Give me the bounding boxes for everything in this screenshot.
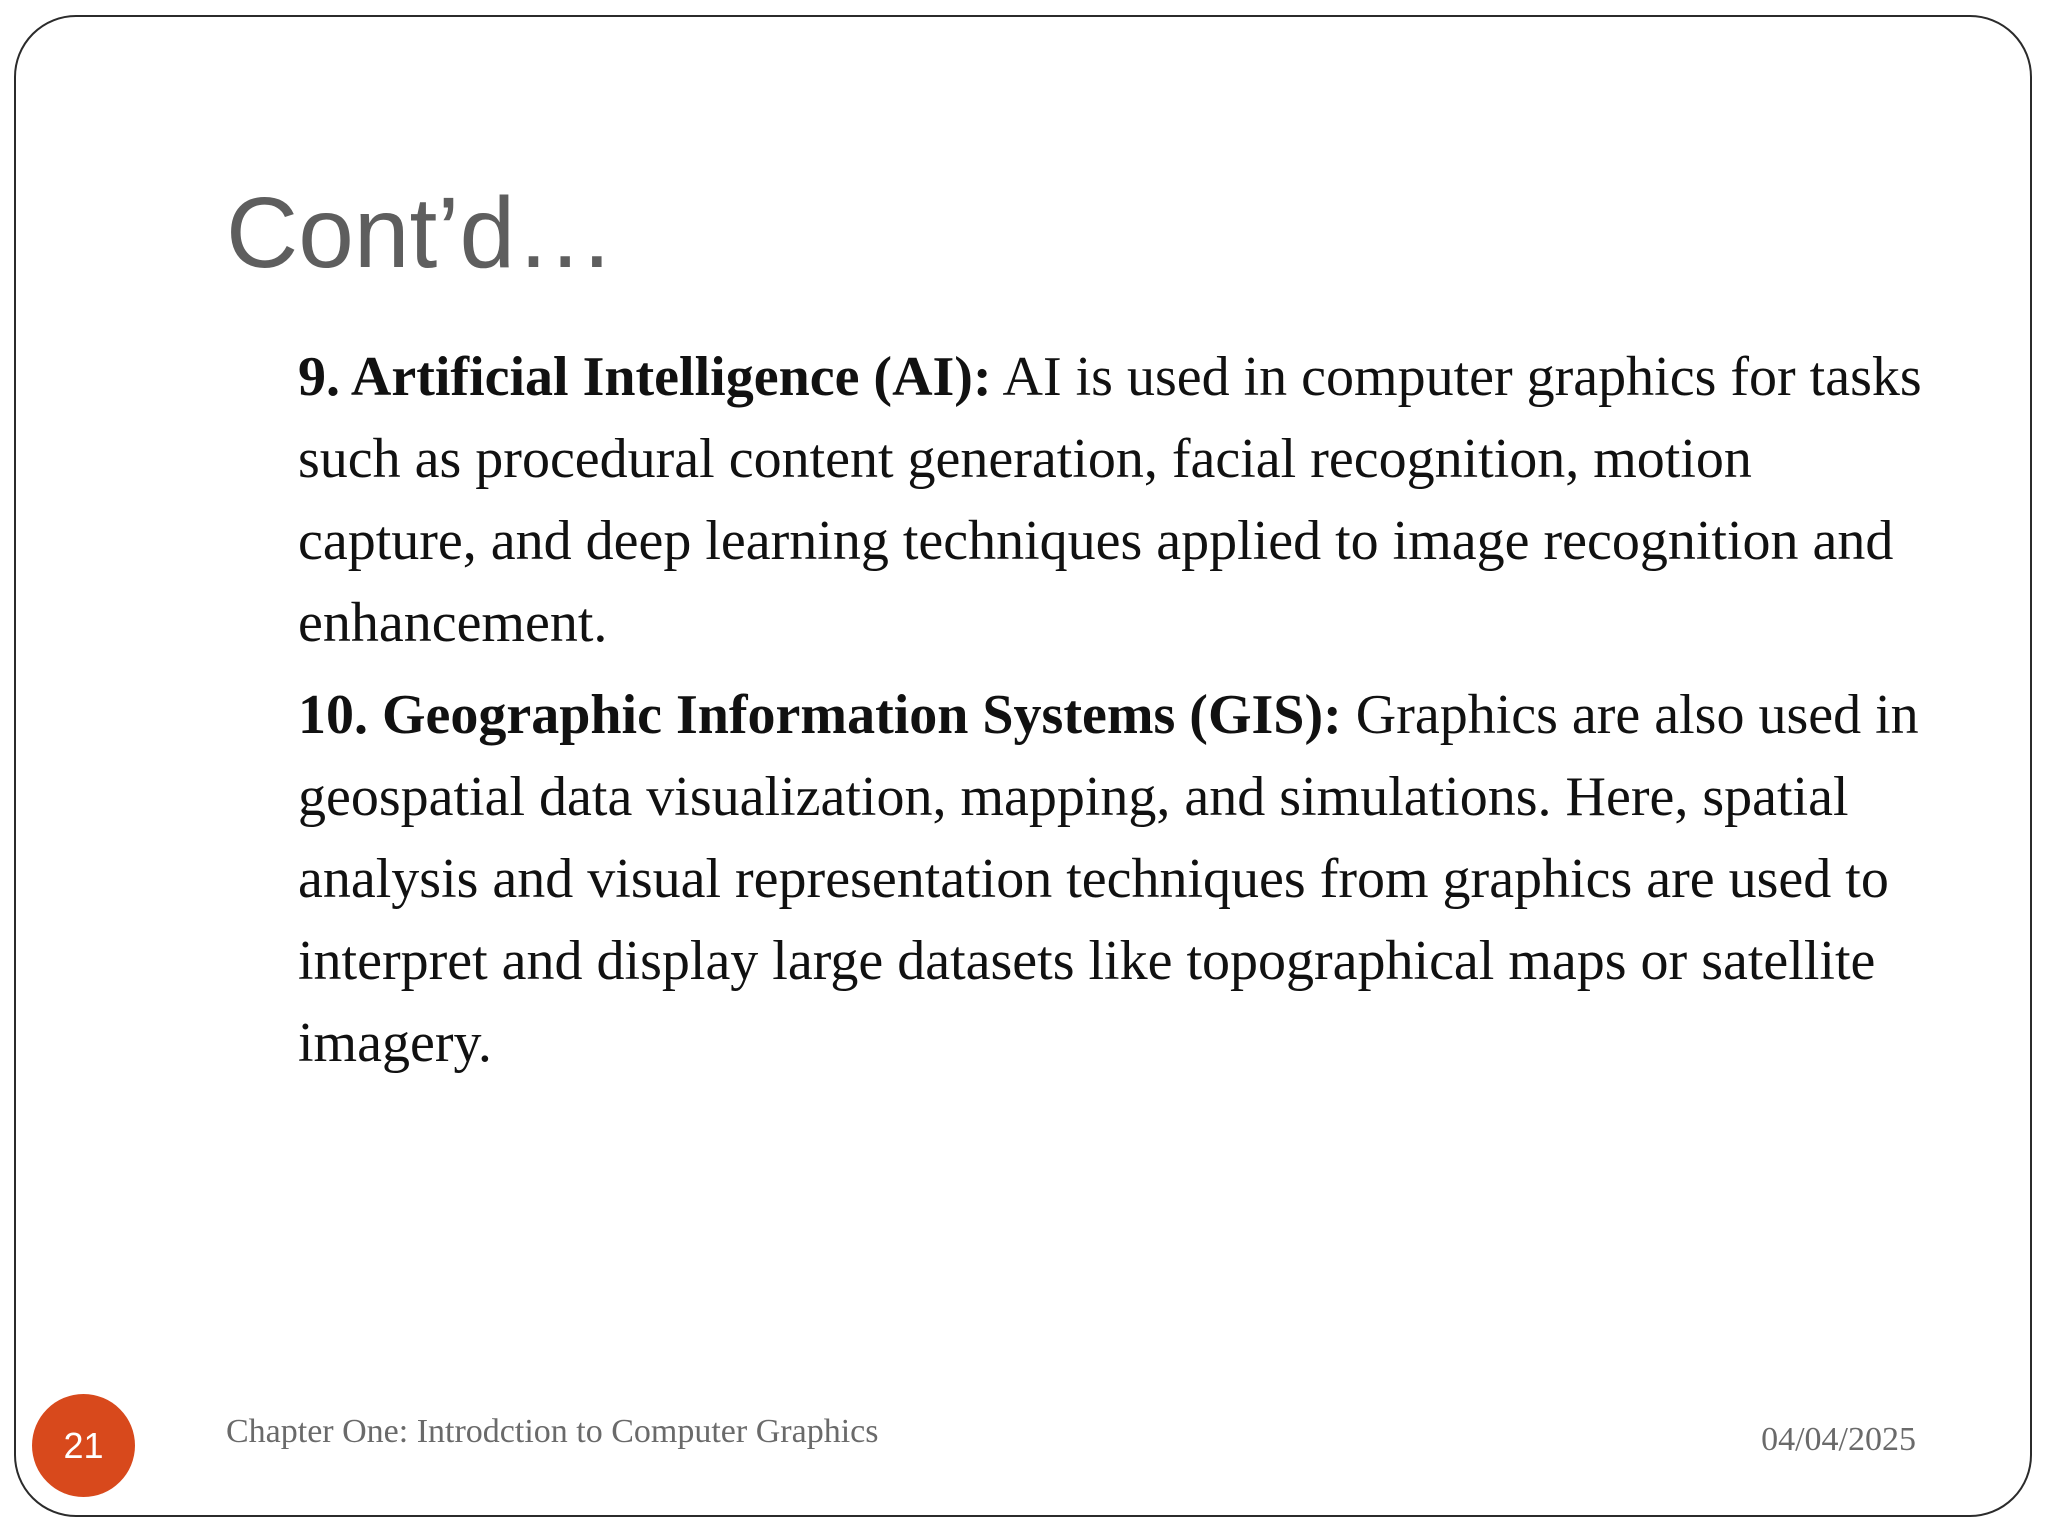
item-text: AI is used in computer graphics for tasks such as procedural content generation, facial recognition, motion capture, and deep learning techniques applied to image recognition and enhancement. — [298, 346, 1922, 654]
footer-chapter-title: Chapter One: Introdction to Computer Graphics — [226, 1413, 879, 1450]
item-heading: 9. Artificial Intelligence (AI): — [298, 346, 992, 408]
footer-date: 04/04/2025 — [1761, 1421, 1916, 1458]
slide-title: Cont’d… — [226, 177, 616, 289]
item-text: Graphics are also used in geospatial data visualization, mapping, and simulations. Here, spatial analysis and visual representation techniques from graphics are used to interpret and display large datasets like topographical maps or satellite imagery. — [298, 684, 1919, 1074]
slide-body — [298, 336, 1938, 1084]
list-item-ai — [298, 336, 1938, 664]
list-item-gis — [298, 674, 1938, 1084]
slide-number-badge: 21 — [32, 1394, 135, 1497]
item-heading: 10. Geographic Information Systems (GIS): — [298, 684, 1342, 746]
